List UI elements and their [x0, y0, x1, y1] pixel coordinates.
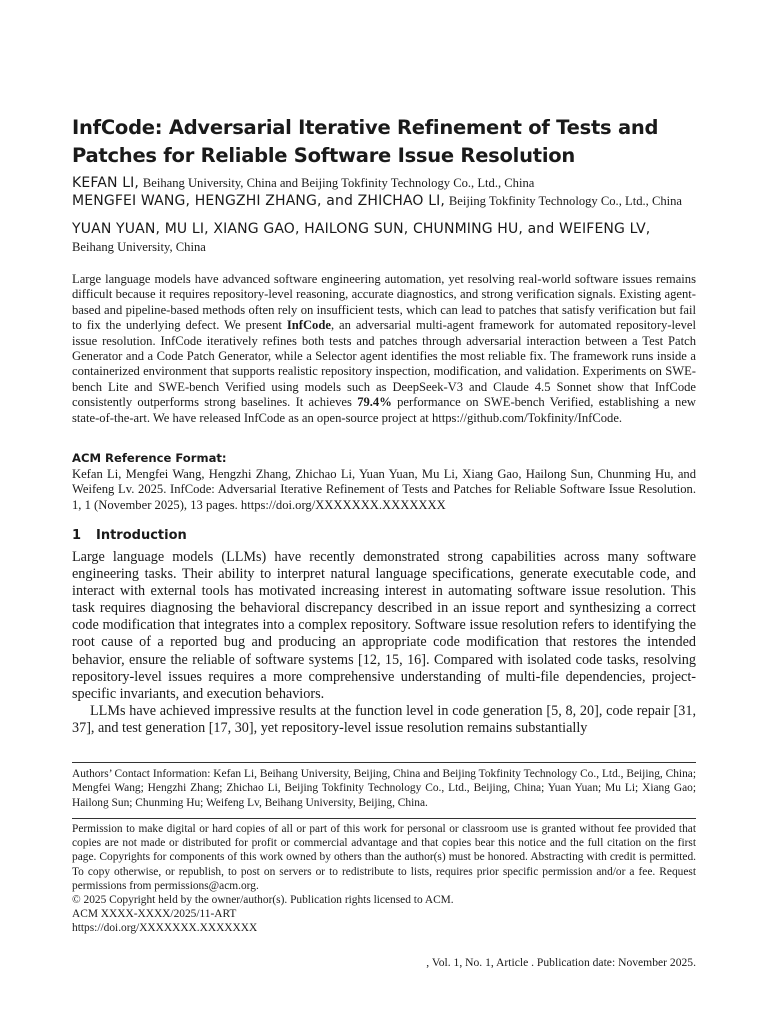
permission-notice — [72, 822, 696, 936]
paragraph: Large language models (LLMs) have recently demonstrated strong capabilities across many software engineering tasks. Their ability to interpret natural language specifications, generate executable code, and interact with external tools has motivated increasing interest in automating software issue resolution. This task requires diagnosing the behavioral discrepancy described in an issue report and synthesizing a correct code modification that integrates into a complex repository. Software issue resolution refers to identifying the root cause of a reported bug and producing an appropriate code modification that restores the intended behavior, ensure the reliable of software systems [12, 15, 16]. Compared with isolated code tasks, resolving repository-level issues requires a more comprehensive understanding of multi-file dependencies, project-specific invariants, and execution behaviors. — [72, 549, 696, 702]
paragraph: LLMs have achieved impressive results at the function level in code generation [5, 8, 20], code repair [31, 37], and test generation [17, 30], yet repository-level issue resolution remains substantially — [72, 702, 696, 736]
permission-text: Permission to make digital or hard copies of all or part of this work for personal or classroom use is granted without fee provided that copies are not made or distributed for profit or commercial advantage and that copies bear this notice and the full citation on the first page. Copyrights for components of this work owned by others than the author(s) must be honored. Abstracting with credit is permitted. To copy otherwise, or republish, to post on servers or to redistribute to lists, requires prior specific permission and/or a fee. Request permissions from permissions@acm.org. — [72, 823, 696, 892]
doi-link[interactable]: https://doi.org/XXXXXXX.XXXXXXX — [72, 922, 258, 935]
author-block — [72, 174, 696, 256]
paper-page — [72, 0, 696, 1024]
acm-reference-heading: ACM Reference Format: — [72, 451, 227, 465]
section-heading — [72, 528, 187, 543]
abstract-bold-name: InfCode — [286, 318, 331, 333]
author-names: KEFAN LI, — [72, 175, 140, 191]
author-names: MENGFEI WANG, HENGZHI ZHANG, and ZHICHAO LI, — [72, 193, 446, 209]
author-affiliation: Beijing Tokfinity Technology Co., Ltd., China — [448, 194, 683, 208]
abstract-text: Large language models have advanced software engineering automation, yet resolving real-world software issues remains difficult because it requires repository-level reasoning, accurate diagnostics, and strong verification signals. Existing agent-based and pipeline-based methods often rely on insufficient tests, which can lead to patches that satisfy verification but fail to fix the underlying defect. We present — [72, 272, 696, 333]
paper-title: InfCode: Adversarial Iterative Refinement of Tests and Patches for Reliable Software Issue Resolution — [72, 116, 659, 167]
author-affiliation: Beihang University, China and Beijing Tokfinity Technology Co., Ltd., China — [142, 176, 535, 190]
section-title: Introduction — [96, 528, 187, 543]
author-affiliation: Beihang University, China — [72, 240, 206, 254]
acm-reference-text: Kefan Li, Mengfei Wang, Hengzhi Zhang, Zhichao Li, Yuan Yuan, Mu Li, Xiang Gao, Hailong Sun, Chunming Hu, and Weifeng Lv. 2025. InfCode: Adversarial Iterative Refinement of Tests and Patches for Reliable Software Issue Resolution. 1, 1 (November 2025), 13 pages. https://doi.org/XXXXXXX.XXXXXXX — [72, 466, 696, 512]
author-names: YUAN YUAN, MU LI, XIANG GAO, HAILONG SUN, CHUNMING HU, and WEIFENG LV, — [72, 221, 651, 237]
copyright-line: © 2025 Copyright held by the owner/author(s). Publication rights licensed to ACM. — [72, 894, 454, 907]
section-number: 1 — [72, 528, 82, 543]
acm-reference — [72, 451, 696, 513]
abstract — [72, 272, 696, 426]
abstract-text: performance on SWE-bench Verified, establishing a new state-of-the-art. We have released InfCode as an open-source project at https://github.com/Tokfinity/InfCode. — [72, 395, 697, 425]
footnote-divider — [72, 762, 696, 763]
author-group — [72, 220, 696, 256]
abstract-text: , an adversarial multi-agent framework for automated repository-level issue resolution. InfCode iteratively refines both tests and patches through adversarial interaction between a Test Patch Generator and a Code Patch Generator, while a Selector agent identifies the most reliable fix. The framework runs inside a containerized environment that supports realistic repository inspection, modification, and validation. Experiments on SWE-bench Lite and SWE-bench Verified using models such as DeepSeek-V3 and Claude 4.5 Sonnet show that InfCode consistently outperforms strong baselines. It achieves — [72, 318, 696, 410]
author-group — [72, 192, 696, 210]
abstract-bold-score: 79.4% — [357, 395, 392, 410]
author-group — [72, 174, 696, 192]
introduction-body — [72, 549, 696, 737]
issn-line: ACM XXXX-XXXX/2025/11-ART — [72, 908, 237, 921]
author-contact-info: Authors’ Contact Information: Kefan Li, Beihang University, Beijing, China and Beijing Tokfinity Technology Co., Ltd., Beijing, China; Mengfei Wang; Hengzhi Zhang; Zhichao Li, Beijing Tokfinity Technology Co., Ltd., Beijing, China; Yuan Yuan; Mu Li; Xiang Gao; Hailong Sun; Chunming Hu; Weifeng Lv, Beihang University, Beijing, China. — [72, 768, 696, 809]
page-footer: , Vol. 1, No. 1, Article . Publication date: November 2025. — [426, 956, 696, 969]
permission-divider — [72, 818, 696, 819]
